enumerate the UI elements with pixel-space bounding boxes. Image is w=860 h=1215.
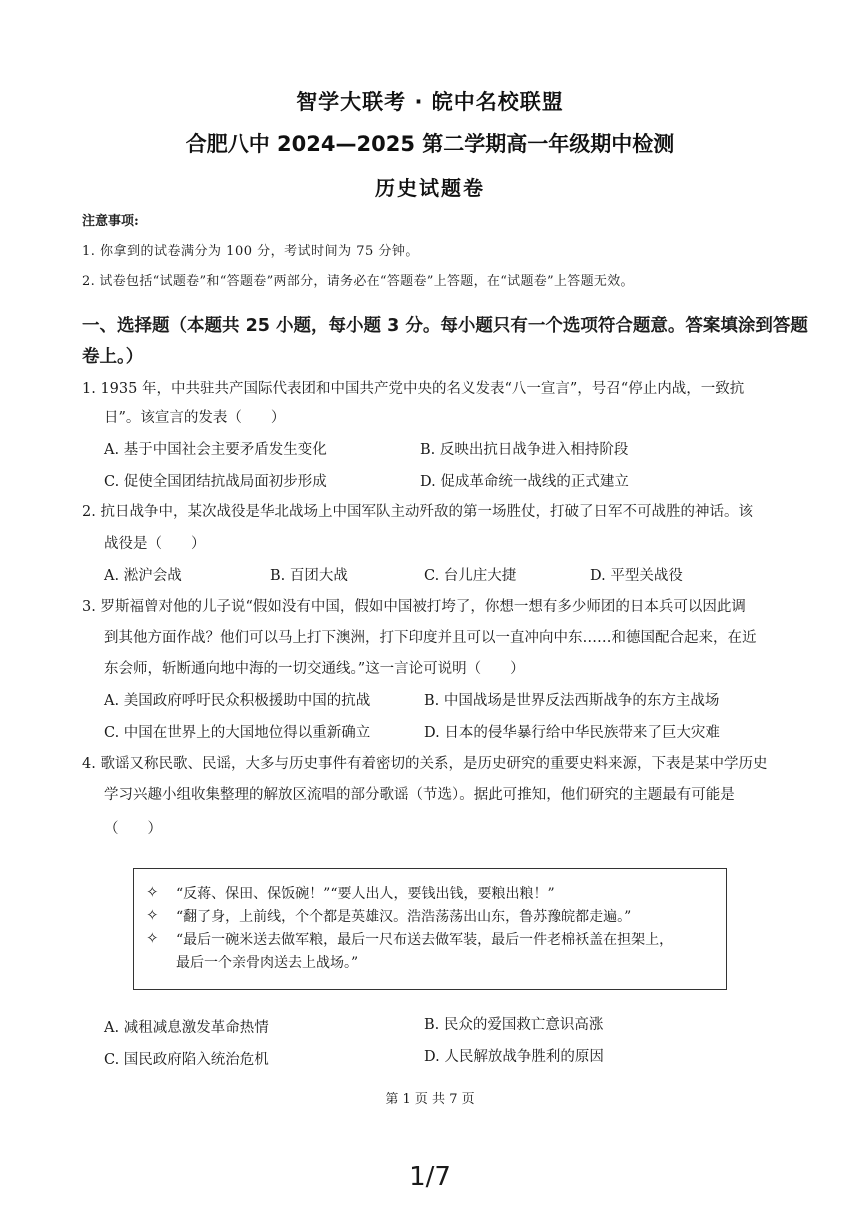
q3-option-b: B. 中国战场是世界反法西斯战争的东方主战场 <box>424 693 720 709</box>
q1-option-c: C. 促使全国团结抗战局面初步形成 <box>104 474 327 490</box>
ballad-1: “反蒋、保田、保饭碗！”“要人出人，要钱出钱，要粮出粮！” <box>176 886 555 902</box>
q4-option-d: D. 人民解放战争胜利的原因 <box>424 1049 604 1065</box>
notice-item-2: 2. 试卷包括“试题卷”和“答题卷”两部分，请务必在“答题卷”上答题，在“试题卷”上答题无效。 <box>82 274 634 289</box>
q1-stem-line-1: 1. 1935 年，中共驻共产国际代表团和中国共产党中央的名义发表“八一宣言”，号召“停止内战，一致抗 <box>82 381 745 397</box>
q1-stem-line-2: 日”。该宣言的发表（ ） <box>104 410 286 426</box>
q2-option-d: D. 平型关战役 <box>590 568 683 584</box>
q2-option-b: B. 百团大战 <box>270 568 348 584</box>
page-footer: 第 1 页 共 7 页 <box>385 1092 475 1107</box>
q1-option-d: D. 促成革命统一战线的正式建立 <box>420 474 629 490</box>
ballad-2: “翻了身，上前线，个个都是英雄汉。浩浩荡荡出山东，鲁苏豫皖都走遍。” <box>176 909 632 925</box>
q4-option-a: A. 减租减息激发革命热情 <box>104 1020 269 1036</box>
bullet-icon: ✧ <box>146 929 159 947</box>
q1-option-b: B. 反映出抗日战争进入相持阶段 <box>420 442 629 458</box>
ballad-3-line-1: “最后一碗米送去做军粮，最后一尺布送去做军装，最后一件老棉袄盖在担架上， <box>176 932 674 948</box>
q2-option-c: C. 台儿庄大捷 <box>424 568 517 584</box>
ballad-table <box>133 868 727 990</box>
notice-heading: 注意事项: <box>82 214 139 229</box>
q3-option-c: C. 中国在世界上的大国地位得以重新确立 <box>104 725 371 741</box>
q3-stem-line-1: 3. 罗斯福曾对他的儿子说“假如没有中国，假如中国被打垮了，你想一想有多少师团的日本兵可以因此调 <box>82 599 746 615</box>
exam-organizer-title: 智学大联考 · 皖中名校联盟 <box>296 90 564 114</box>
q4-stem-line-3: （ ） <box>104 821 162 837</box>
subject-title: 历史试题卷 <box>375 176 485 200</box>
q2-stem-line-1: 2. 抗日战争中，某次战役是华北战场上中国军队主动歼敌的第一场胜仗，打破了日军不可战胜的神话。该 <box>82 504 753 520</box>
q1-option-a: A. 基于中国社会主要矛盾发生变化 <box>104 442 327 458</box>
section-heading-line-2: 卷上。） <box>82 347 144 367</box>
ballad-3-line-2: 最后一个亲骨肉送去上战场。” <box>176 955 359 971</box>
page-number: 1/7 <box>409 1162 451 1192</box>
q2-stem-line-2: 战役是（ ） <box>104 536 206 552</box>
section-heading-line-1: 一、选择题（本题共 25 小题，每小题 3 分。每小题只有一个选项符合题意。答案填涂到答题 <box>82 316 808 336</box>
q3-option-d: D. 日本的侵华暴行给中华民族带来了巨大灾难 <box>424 725 720 741</box>
exam-name-title: 合肥八中 2024—2025 第二学期高一年级期中检测 <box>185 132 675 156</box>
q2-option-a: A. 淞沪会战 <box>104 568 182 584</box>
notice-item-1: 1. 你拿到的试卷满分为 100 分，考试时间为 75 分钟。 <box>82 244 419 259</box>
q3-option-a: A. 美国政府呼吁民众积极援助中国的抗战 <box>104 693 371 709</box>
bullet-icon: ✧ <box>146 883 159 901</box>
bullet-icon: ✧ <box>146 906 159 924</box>
q4-option-c: C. 国民政府陷入统治危机 <box>104 1052 269 1068</box>
q4-stem-line-1: 4. 歌谣又称民歌、民谣，大多与历史事件有着密切的关系，是历史研究的重要史料来源，下表是某中学历史 <box>82 756 768 772</box>
q3-stem-line-2: 到其他方面作战？他们可以马上打下澳洲，打下印度并且可以一直冲向中东……和德国配合起来，在近 <box>104 630 757 646</box>
q4-stem-line-2: 学习兴趣小组收集整理的解放区流唱的部分歌谣（节选）。据此可推知，他们研究的主题最有可能是 <box>104 787 735 803</box>
q3-stem-line-3: 东会师，斩断通向地中海的一切交通线。”这一言论可说明（ ） <box>104 661 525 677</box>
q4-option-b: B. 民众的爱国救亡意识高涨 <box>424 1017 604 1033</box>
